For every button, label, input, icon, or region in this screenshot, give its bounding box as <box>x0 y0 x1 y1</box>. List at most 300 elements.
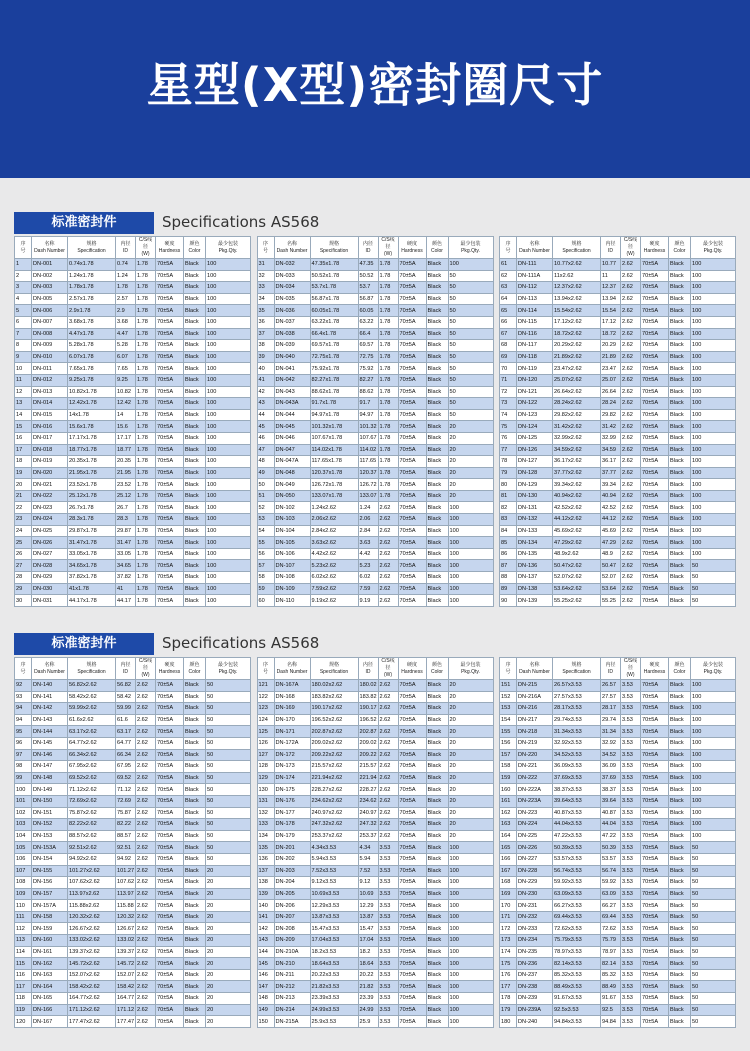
cell-specification: 18.72x2.62 <box>553 328 601 340</box>
column-header-specification <box>553 237 601 259</box>
cell-specification: 253.37x2.62 <box>310 830 358 842</box>
cell-id: 164.77 <box>116 993 136 1005</box>
cell-pkg-qty: 100 <box>206 351 251 363</box>
cell-hardness: 70±5A <box>641 958 669 970</box>
cell-dash-number: DN-047A <box>274 456 310 468</box>
table-row <box>500 761 736 773</box>
cell-hardness: 70±5A <box>398 819 426 831</box>
cell-no: 58 <box>257 572 274 584</box>
cell-specification: 164.77x2.62 <box>68 993 116 1005</box>
table-row <box>500 502 736 514</box>
table-row <box>500 351 736 363</box>
cell-color: Black <box>669 761 691 773</box>
cell-cs: 2.62 <box>136 714 156 726</box>
cell-no: 142 <box>257 923 274 935</box>
cell-dash-number: DN-018 <box>32 444 68 456</box>
cell-color: Black <box>184 409 206 421</box>
cell-id: 82.14 <box>601 958 621 970</box>
cell-dash-number: DN-035 <box>274 293 310 305</box>
cell-pkg-qty: 100 <box>206 259 251 271</box>
cell-cs: 1.78 <box>378 421 398 433</box>
cell-specification: 47.35x1.78 <box>310 259 358 271</box>
table-row <box>15 456 251 468</box>
cell-pkg-qty: 50 <box>691 877 736 889</box>
cell-pkg-qty: 100 <box>206 432 251 444</box>
cell-pkg-qty: 100 <box>206 282 251 294</box>
header-cn: 硬度 <box>649 240 660 247</box>
cell-color: Black <box>426 877 448 889</box>
cell-cs: 1.78 <box>136 467 156 479</box>
cell-hardness: 70±5A <box>398 853 426 865</box>
cell-pkg-qty: 50 <box>691 583 736 595</box>
cell-specification: 196.52x2.62 <box>310 714 358 726</box>
cell-pkg-qty: 100 <box>691 351 736 363</box>
cell-dash-number: DN-204 <box>274 877 310 889</box>
cell-color: Black <box>426 409 448 421</box>
table-row <box>500 969 736 981</box>
cell-hardness: 70±5A <box>398 316 426 328</box>
table-row <box>500 374 736 386</box>
cell-specification: 59.99x2.62 <box>68 703 116 715</box>
cell-color: Black <box>669 398 691 410</box>
cell-pkg-qty: 100 <box>691 691 736 703</box>
cell-hardness: 70±5A <box>156 737 184 749</box>
cell-color: Black <box>184 691 206 703</box>
cell-cs: 2.62 <box>136 900 156 912</box>
cell-cs: 2.62 <box>378 830 398 842</box>
cell-specification: 145.72x2.62 <box>68 958 116 970</box>
cell-specification: 12.42x1.78 <box>68 398 116 410</box>
cell-pkg-qty: 20 <box>448 819 493 831</box>
cell-no: 175 <box>500 958 517 970</box>
cell-id: 82.22 <box>116 819 136 831</box>
table-row <box>500 270 736 282</box>
header-cn: C/S线径 <box>623 658 638 671</box>
cell-specification: 7.59x2.62 <box>310 583 358 595</box>
cell-pkg-qty: 100 <box>691 749 736 761</box>
table-row <box>257 819 493 831</box>
cell-hardness: 70±5A <box>156 703 184 715</box>
cell-specification: 42.52x2.62 <box>553 502 601 514</box>
table-row <box>257 714 493 726</box>
cell-color: Black <box>426 560 448 572</box>
cell-pkg-qty: 100 <box>206 490 251 502</box>
cell-pkg-qty: 50 <box>691 842 736 854</box>
cell-color: Black <box>184 807 206 819</box>
cell-pkg-qty: 100 <box>448 1004 493 1016</box>
cell-pkg-qty: 100 <box>448 259 493 271</box>
cell-specification: 28.3x1.78 <box>68 514 116 526</box>
header-cn: 序 <box>262 240 268 247</box>
cell-no: 68 <box>500 340 517 352</box>
cell-no: 132 <box>257 807 274 819</box>
cell-color: Black <box>669 386 691 398</box>
cell-no: 15 <box>15 421 32 433</box>
table-row <box>500 467 736 479</box>
cell-id: 36.17 <box>601 456 621 468</box>
header-cn: 内径 <box>120 240 131 247</box>
table-row <box>500 583 736 595</box>
cell-no: 152 <box>500 691 517 703</box>
cell-hardness: 70±5A <box>641 282 669 294</box>
cell-specification: 63.09x3.53 <box>553 888 601 900</box>
cell-hardness: 70±5A <box>398 749 426 761</box>
cell-cs: 2.62 <box>136 981 156 993</box>
cell-color: Black <box>184 398 206 410</box>
cell-color: Black <box>426 761 448 773</box>
cell-specification: 171.12x2.62 <box>68 1004 116 1016</box>
cell-specification: 63.17x2.62 <box>68 726 116 738</box>
cell-pkg-qty: 100 <box>206 340 251 352</box>
cell-id: 9.19 <box>358 595 378 607</box>
cell-hardness: 70±5A <box>156 911 184 923</box>
cell-no: 148 <box>257 993 274 1005</box>
cell-id: 13.87 <box>358 911 378 923</box>
cell-pkg-qty: 20 <box>448 795 493 807</box>
cell-pkg-qty: 50 <box>691 1016 736 1028</box>
cell-color: Black <box>426 946 448 958</box>
cell-pkg-qty: 20 <box>206 981 251 993</box>
table-row <box>15 819 251 831</box>
cell-specification: 34.52x3.53 <box>553 749 601 761</box>
cell-pkg-qty: 20 <box>448 772 493 784</box>
cell-specification: 31.42x2.62 <box>553 421 601 433</box>
cell-hardness: 70±5A <box>398 456 426 468</box>
cell-id: 21.95 <box>116 467 136 479</box>
table-row <box>500 935 736 947</box>
table-row <box>500 479 736 491</box>
cell-pkg-qty: 50 <box>691 595 736 607</box>
cell-color: Black <box>669 946 691 958</box>
cell-color: Black <box>669 293 691 305</box>
cell-dash-number: DN-114 <box>517 305 553 317</box>
cell-hardness: 70±5A <box>156 993 184 1005</box>
cell-dash-number: DN-143 <box>32 714 68 726</box>
cell-cs: 2.62 <box>378 548 398 560</box>
cell-specification: 28.24x2.62 <box>553 398 601 410</box>
cell-specification: 1.24x1.78 <box>68 270 116 282</box>
cell-cs: 2.62 <box>136 784 156 796</box>
column-header-id <box>116 658 136 680</box>
cell-no: 11 <box>15 374 32 386</box>
header-en: 号 <box>262 668 268 675</box>
table-row <box>15 1004 251 1016</box>
header-en: Hardness <box>158 668 181 675</box>
table-row <box>257 993 493 1005</box>
cell-color: Black <box>669 737 691 749</box>
cell-pkg-qty: 50 <box>206 853 251 865</box>
cell-no: 137 <box>257 865 274 877</box>
cell-color: Black <box>669 572 691 584</box>
cell-no: 177 <box>500 981 517 993</box>
cell-specification: 47.22x3.53 <box>553 830 601 842</box>
cell-no: 172 <box>500 923 517 935</box>
cell-cs: 2.62 <box>621 316 641 328</box>
cell-color: Black <box>426 1004 448 1016</box>
cell-dash-number: DN-165 <box>32 993 68 1005</box>
cell-dash-number: DN-212 <box>274 981 310 993</box>
cell-cs: 1.78 <box>378 432 398 444</box>
cell-pkg-qty: 100 <box>448 993 493 1005</box>
cell-hardness: 70±5A <box>398 1016 426 1028</box>
cell-pkg-qty: 20 <box>206 877 251 889</box>
cell-id: 234.62 <box>358 795 378 807</box>
cell-hardness: 70±5A <box>641 726 669 738</box>
cell-id: 5.28 <box>116 340 136 352</box>
cell-dash-number: DN-020 <box>32 467 68 479</box>
cell-id: 60.05 <box>358 305 378 317</box>
cell-dash-number: DN-234 <box>517 935 553 947</box>
cell-color: Black <box>669 282 691 294</box>
cell-pkg-qty: 50 <box>206 761 251 773</box>
table-row <box>500 259 736 271</box>
cell-dash-number: DN-216A <box>517 691 553 703</box>
header-en: Pkg.Qty. <box>218 668 238 675</box>
table-row <box>15 680 251 692</box>
cell-color: Black <box>426 537 448 549</box>
cell-hardness: 70±5A <box>156 1016 184 1028</box>
cell-id: 5.94 <box>358 853 378 865</box>
cell-id: 15.54 <box>601 305 621 317</box>
cell-dash-number: DN-022 <box>32 490 68 502</box>
cell-color: Black <box>426 479 448 491</box>
cell-hardness: 70±5A <box>398 1004 426 1016</box>
cell-id: 10.77 <box>601 259 621 271</box>
cell-cs: 2.62 <box>621 490 641 502</box>
cell-dash-number: DN-122 <box>517 398 553 410</box>
cell-cs: 2.62 <box>621 386 641 398</box>
cell-no: 78 <box>500 456 517 468</box>
cell-hardness: 70±5A <box>641 363 669 375</box>
cell-pkg-qty: 100 <box>206 363 251 375</box>
cell-id: 44.04 <box>601 819 621 831</box>
cell-specification: 152.07x2.62 <box>68 969 116 981</box>
cell-specification: 20.35x1.78 <box>68 456 116 468</box>
cell-color: Black <box>184 467 206 479</box>
cell-pkg-qty: 100 <box>448 946 493 958</box>
header-en: Dash Number <box>276 247 308 254</box>
cell-no: 129 <box>257 772 274 784</box>
cell-cs: 2.62 <box>378 703 398 715</box>
cell-no: 150 <box>257 1016 274 1028</box>
cell-hardness: 70±5A <box>398 572 426 584</box>
cell-id: 75.79 <box>601 935 621 947</box>
cell-dash-number: DN-220 <box>517 749 553 761</box>
cell-hardness: 70±5A <box>641 830 669 842</box>
cell-dash-number: DN-048 <box>274 467 310 479</box>
cell-color: Black <box>426 525 448 537</box>
cell-color: Black <box>669 421 691 433</box>
cell-id: 1.24 <box>116 270 136 282</box>
header-cn: 名称 <box>529 661 540 668</box>
cell-hardness: 70±5A <box>398 935 426 947</box>
cell-color: Black <box>426 421 448 433</box>
cell-cs: 2.62 <box>621 467 641 479</box>
column-header-id <box>601 658 621 680</box>
table-row <box>500 572 736 584</box>
cell-pkg-qty: 50 <box>448 398 493 410</box>
cell-specification: 120.32x2.62 <box>68 911 116 923</box>
header-cn: 名称 <box>529 240 540 247</box>
cell-hardness: 70±5A <box>641 888 669 900</box>
spec-section-1 <box>14 212 736 604</box>
column-header-no <box>257 237 274 259</box>
table-row <box>257 726 493 738</box>
cell-no: 83 <box>500 514 517 526</box>
cell-hardness: 70±5A <box>641 714 669 726</box>
cell-hardness: 70±5A <box>641 900 669 912</box>
cell-pkg-qty: 100 <box>206 421 251 433</box>
cell-no: 99 <box>15 772 32 784</box>
cell-dash-number: DN-215A <box>274 1016 310 1028</box>
cell-color: Black <box>669 444 691 456</box>
cell-no: 27 <box>15 560 32 572</box>
cell-specification: 92.51x2.62 <box>68 842 116 854</box>
cell-specification: 20.22x3.53 <box>310 969 358 981</box>
cell-cs: 1.78 <box>378 386 398 398</box>
table-row <box>15 421 251 433</box>
cell-color: Black <box>184 703 206 715</box>
cell-pkg-qty: 100 <box>206 479 251 491</box>
cell-pkg-qty: 100 <box>206 548 251 560</box>
header-en: (W) <box>383 251 393 257</box>
cell-no: 9 <box>15 351 32 363</box>
column-header-specification <box>310 658 358 680</box>
cell-pkg-qty: 20 <box>448 784 493 796</box>
table-row <box>257 305 493 317</box>
cell-pkg-qty: 100 <box>206 316 251 328</box>
cell-id: 12.29 <box>358 900 378 912</box>
cell-id: 240.97 <box>358 807 378 819</box>
cell-hardness: 70±5A <box>398 525 426 537</box>
cell-specification: 240.97x2.62 <box>310 807 358 819</box>
cell-specification: 48.9x2.62 <box>553 548 601 560</box>
cell-specification: 117.65x1.78 <box>310 456 358 468</box>
cell-cs: 2.62 <box>136 819 156 831</box>
table-row <box>15 865 251 877</box>
cell-cs: 3.53 <box>621 714 641 726</box>
cell-pkg-qty: 50 <box>448 305 493 317</box>
column-header-no <box>500 658 517 680</box>
cell-specification: 66.34x2.62 <box>68 749 116 761</box>
column-header-pkg-qty <box>691 658 736 680</box>
cell-no: 169 <box>500 888 517 900</box>
cell-hardness: 70±5A <box>156 958 184 970</box>
cell-pkg-qty: 50 <box>691 853 736 865</box>
cell-color: Black <box>426 398 448 410</box>
cell-specification: 6.07x1.78 <box>68 351 116 363</box>
table-row <box>15 969 251 981</box>
cell-hardness: 70±5A <box>398 560 426 572</box>
cell-specification: 2.9x1.78 <box>68 305 116 317</box>
column-header-pkg-qty <box>206 237 251 259</box>
spec-section-2 <box>14 633 736 1025</box>
cell-cs: 1.78 <box>378 328 398 340</box>
table-row <box>500 340 736 352</box>
cell-specification: 50.39x3.53 <box>553 842 601 854</box>
cell-pkg-qty: 100 <box>691 456 736 468</box>
cell-color: Black <box>669 911 691 923</box>
header-en: Dash Number <box>34 247 65 254</box>
cell-cs: 1.78 <box>136 386 156 398</box>
cell-cs: 2.62 <box>136 842 156 854</box>
cell-hardness: 70±5A <box>398 398 426 410</box>
cell-hardness: 70±5A <box>641 560 669 572</box>
table-row <box>15 525 251 537</box>
cell-no: 29 <box>15 583 32 595</box>
cell-id: 52.07 <box>601 572 621 584</box>
table-row <box>15 351 251 363</box>
cell-hardness: 70±5A <box>398 374 426 386</box>
cell-no: 56 <box>257 548 274 560</box>
cell-cs: 2.62 <box>378 572 398 584</box>
table-row <box>15 877 251 889</box>
table-row <box>257 421 493 433</box>
cell-hardness: 70±5A <box>398 761 426 773</box>
cell-pkg-qty: 100 <box>206 525 251 537</box>
cell-id: 11 <box>601 270 621 282</box>
cell-pkg-qty: 100 <box>691 398 736 410</box>
cell-cs: 2.62 <box>621 525 641 537</box>
cell-color: Black <box>426 993 448 1005</box>
cell-color: Black <box>669 537 691 549</box>
cell-specification: 3.68x1.78 <box>68 316 116 328</box>
header-cn: 规格 <box>86 240 97 247</box>
cell-cs: 2.62 <box>621 421 641 433</box>
cell-color: Black <box>426 432 448 444</box>
cell-pkg-qty: 100 <box>691 259 736 271</box>
table-row <box>500 680 736 692</box>
cell-specification: 26.64x2.62 <box>553 386 601 398</box>
cell-cs: 2.62 <box>136 737 156 749</box>
cell-color: Black <box>184 502 206 514</box>
cell-no: 87 <box>500 560 517 572</box>
header-cn: 硬度 <box>164 240 175 247</box>
table-row <box>500 865 736 877</box>
column-header-hardness <box>641 237 669 259</box>
cell-hardness: 70±5A <box>641 548 669 560</box>
column-header-id <box>116 237 136 259</box>
cell-hardness: 70±5A <box>398 282 426 294</box>
header-cn: 颜色 <box>431 661 442 668</box>
cell-specification: 94.84x3.53 <box>553 1016 601 1028</box>
cell-cs: 3.53 <box>621 691 641 703</box>
cell-dash-number: DN-002 <box>32 270 68 282</box>
table-row <box>500 795 736 807</box>
cell-id: 9.12 <box>358 877 378 889</box>
cell-id: 37.69 <box>601 772 621 784</box>
cell-no: 59 <box>257 583 274 595</box>
cell-no: 160 <box>500 784 517 796</box>
cell-no: 165 <box>500 842 517 854</box>
cell-id: 25.9 <box>358 1016 378 1028</box>
cell-no: 118 <box>15 993 32 1005</box>
table-row <box>15 853 251 865</box>
cell-id: 31.47 <box>116 537 136 549</box>
cell-hardness: 70±5A <box>641 819 669 831</box>
cell-no: 103 <box>15 819 32 831</box>
cell-no: 39 <box>257 351 274 363</box>
header-en: ID <box>123 668 128 675</box>
cell-color: Black <box>426 772 448 784</box>
table-row <box>500 421 736 433</box>
cell-pkg-qty: 100 <box>691 363 736 375</box>
table-row <box>257 432 493 444</box>
cell-no: 107 <box>15 865 32 877</box>
cell-dash-number: DN-116 <box>517 328 553 340</box>
cell-no: 34 <box>257 293 274 305</box>
cell-hardness: 70±5A <box>156 444 184 456</box>
